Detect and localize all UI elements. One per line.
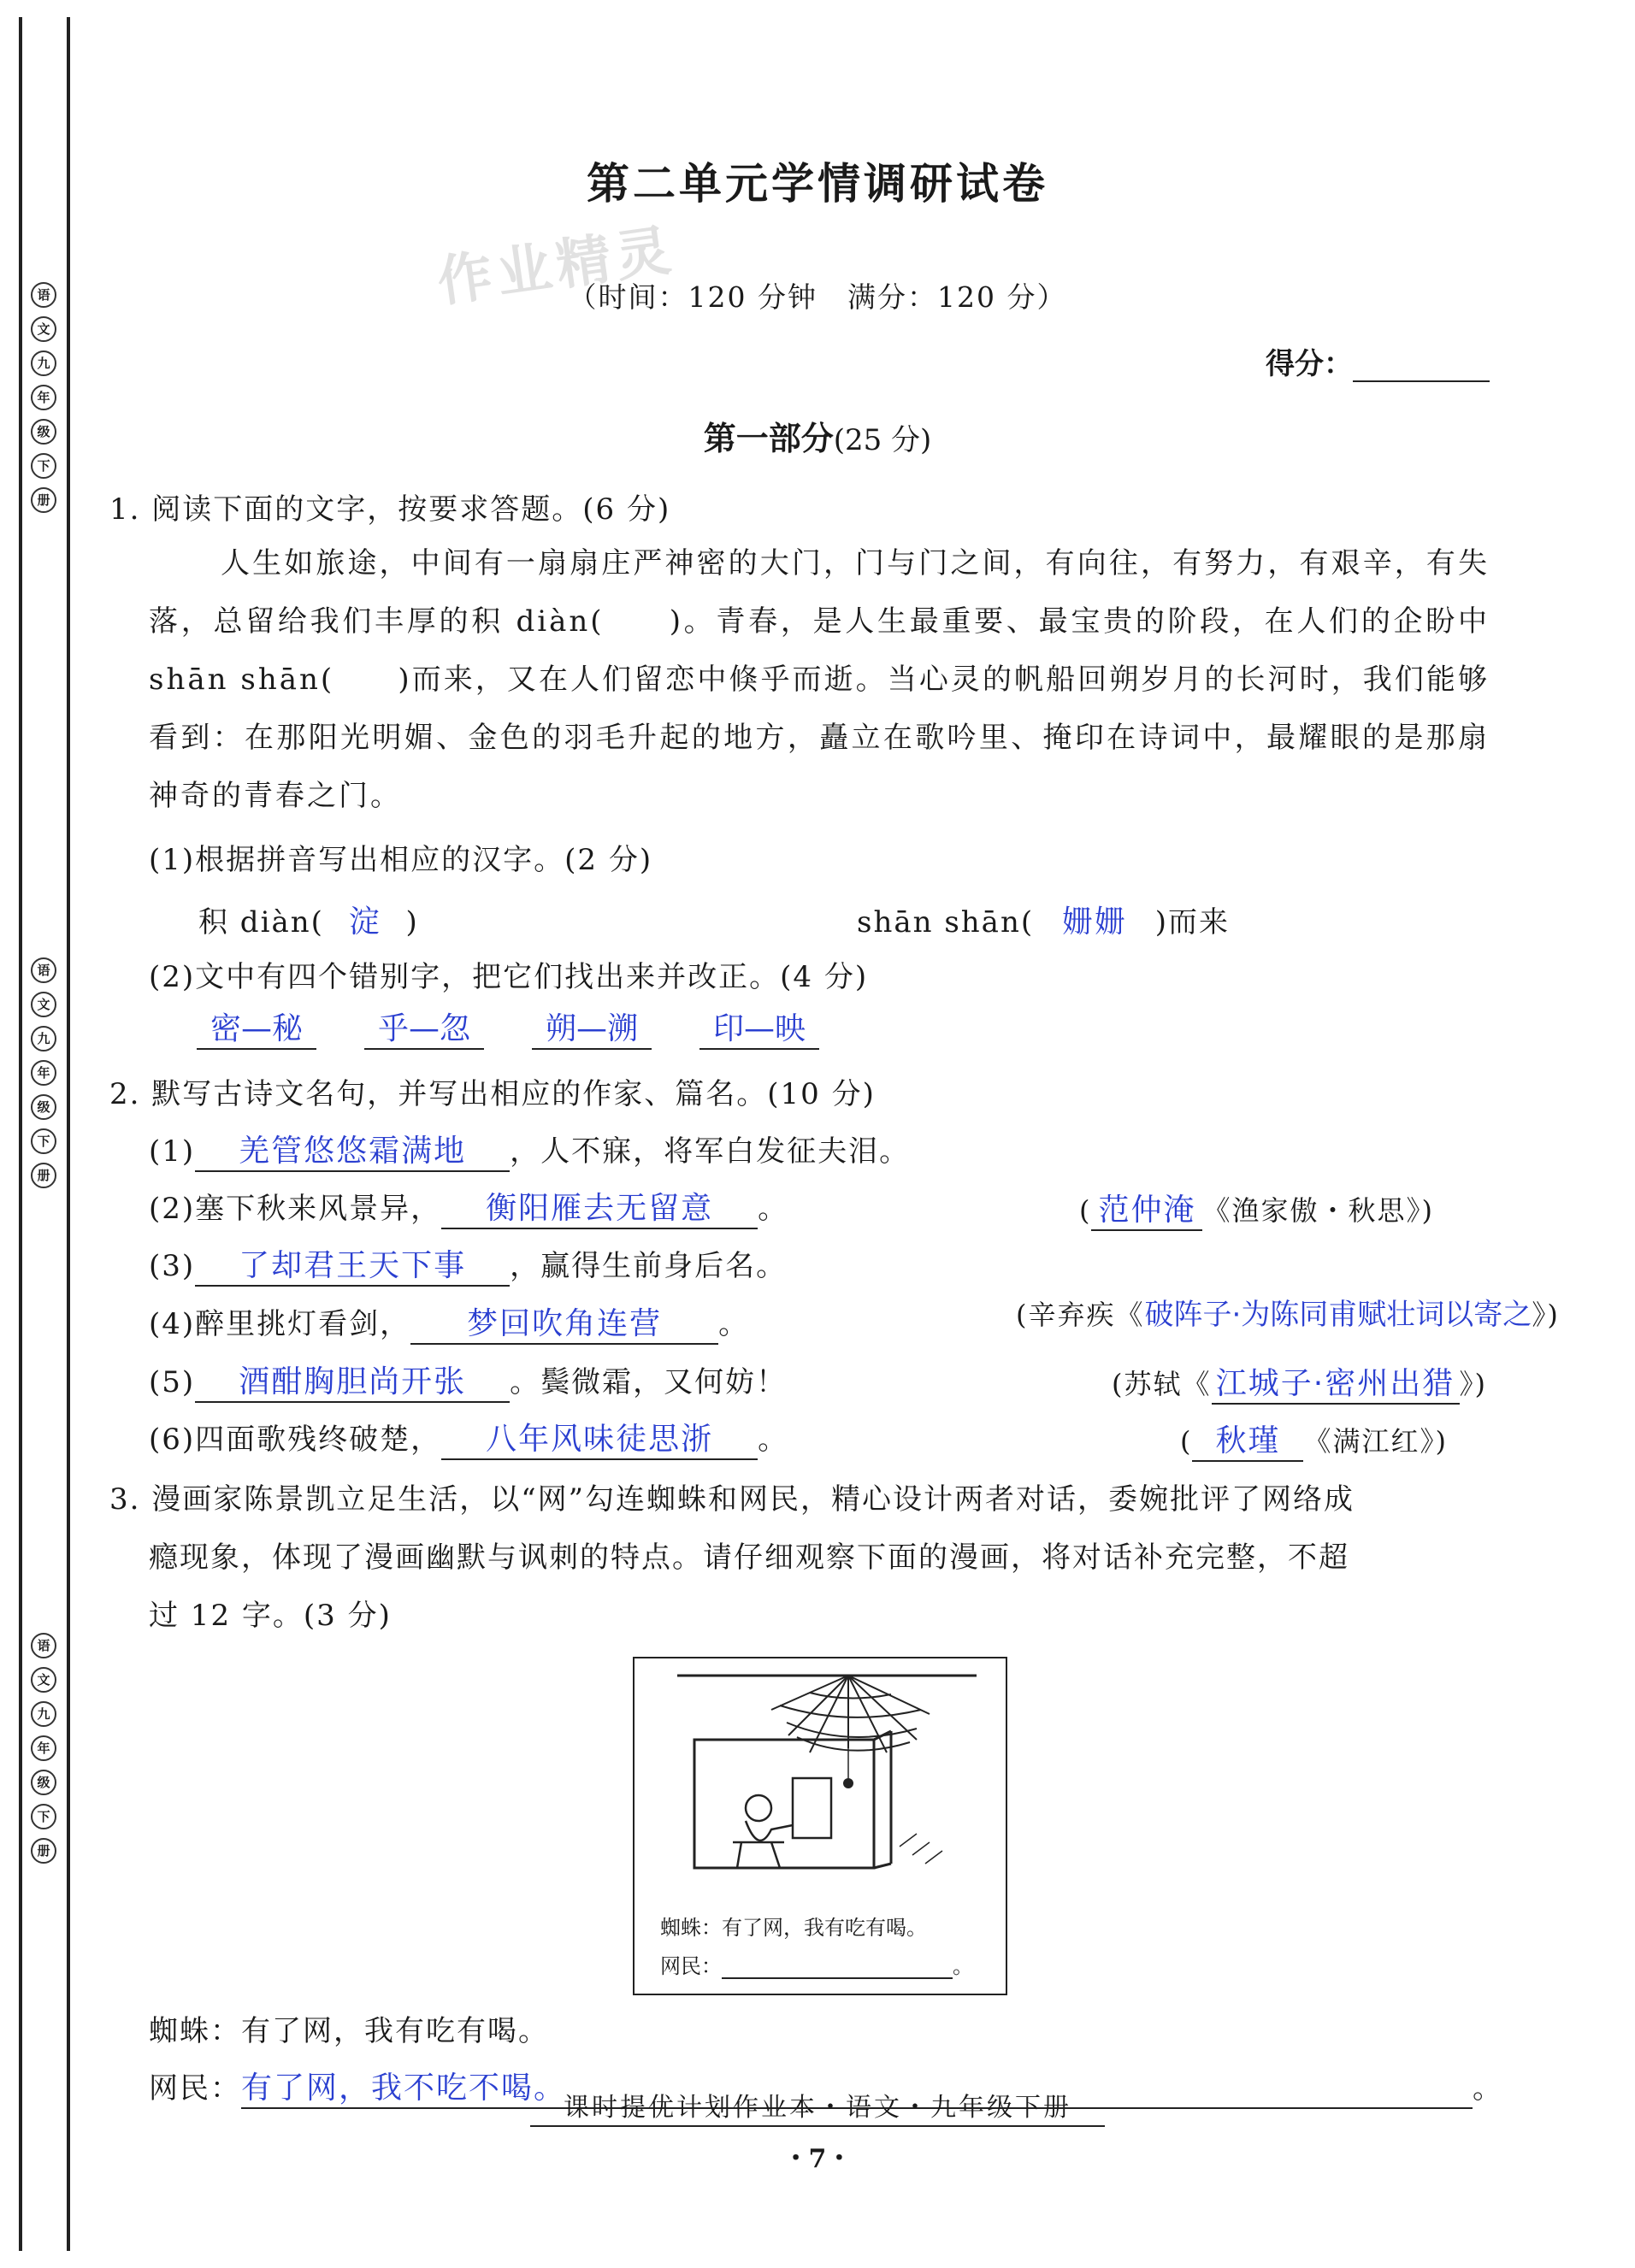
binding-char: 册 xyxy=(31,487,56,513)
binding-char: 九 xyxy=(31,1701,56,1727)
cartoon-blank xyxy=(722,1959,953,1979)
q2-item-5-answer[interactable]: 酒酣胸胆尚开张 xyxy=(195,1358,510,1403)
q2-item-num: (3) xyxy=(149,1249,196,1283)
score-label: 得分： xyxy=(1266,347,1353,381)
q2-item-text: 。 xyxy=(758,1423,789,1457)
q1-sub1-a-suffix: ) xyxy=(405,905,419,940)
binding-char: 册 xyxy=(31,1838,56,1864)
source-text: 》) xyxy=(1532,1299,1560,1331)
binding-char: 年 xyxy=(31,385,56,410)
q2-item-2-author[interactable]: 范仲淹 xyxy=(1091,1186,1202,1231)
part-heading xyxy=(0,412,1635,459)
binding-label-top xyxy=(31,282,60,513)
q2-item-text: 塞下秋来风景异， xyxy=(195,1192,442,1226)
q3-netizen-label: 网民： xyxy=(149,2071,241,2106)
q2-item-1-answer[interactable]: 羌管悠悠霜满地 xyxy=(195,1127,510,1172)
q1-sub1-answer-a xyxy=(198,898,419,941)
q2-item-text: 。 xyxy=(758,1192,789,1226)
q2-stem: 2. 默写古诗文名句，并写出相应的作家、篇名。(10 分) xyxy=(109,1077,876,1111)
q2-item-6 xyxy=(149,1415,788,1460)
q2-item-1 xyxy=(149,1127,910,1172)
footer-book-title: 课时提优计划作业本・语文・九年级下册 xyxy=(564,2093,1071,2123)
q2-item-num: (6) xyxy=(149,1423,196,1457)
q2-item-text: 醉里挑灯看剑， xyxy=(195,1307,411,1341)
footer-divider xyxy=(530,2125,1105,2127)
exam-info: （时间：120 分钟 满分：120 分） xyxy=(568,280,1067,314)
computer-icon xyxy=(793,1778,831,1838)
binding-char: 年 xyxy=(31,1735,56,1761)
source-text: (辛弃疾《 xyxy=(1016,1299,1145,1331)
binding-char: 九 xyxy=(31,351,56,376)
binding-char: 年 xyxy=(31,1060,56,1086)
watermark: 作业精灵 xyxy=(434,218,680,315)
binding-char: 册 xyxy=(31,1163,56,1188)
q2-item-4-title[interactable]: 破阵子·为陈同甫赋壮词以寄之 xyxy=(1144,1298,1532,1332)
q1-passage: 人生如旅途，中间有一扇扇庄严神密的大门，门与门之间，有向往，有努力，有艰辛，有失落，总留给我们丰厚的积 diàn( )。青春，是人生最重要、最宝贵的阶段，在人们的企盼中 shān shān( )而来，又在人们留恋中倏乎而逝。当心灵的帆船回朔岁月的长河时，我们能够看到：在那阳光明媚、金色的羽毛升起的地方，矗立在歌吟里、掩印在诗词中，最耀眼的是那扇神奇的青春之门。 xyxy=(149,546,1490,813)
part-title: 第一部分 xyxy=(703,419,834,457)
q1-corrections xyxy=(197,1004,819,1050)
q2-item-4-source xyxy=(1016,1291,1560,1333)
score-blank[interactable] xyxy=(1353,351,1490,382)
correction-4[interactable]: 印—映 xyxy=(699,1004,819,1050)
source-text: 《渔家傲・秋思》) xyxy=(1202,1194,1434,1227)
q1-sub1-a-answer[interactable]: 淀 xyxy=(348,904,381,940)
q2-item-num: (4) xyxy=(149,1307,196,1341)
q1-sub1-answer-b xyxy=(857,898,1230,941)
source-text: 《满江红》) xyxy=(1303,1425,1448,1458)
q2-item-5-title[interactable]: 江城子·密州出猎 xyxy=(1212,1359,1460,1405)
q3-netizen-end: 。 xyxy=(1473,2071,1503,2106)
q2-item-text: 四面歌残终破楚， xyxy=(195,1423,442,1457)
q2-item-5 xyxy=(149,1358,787,1403)
page-title: 第二单元学情调研试卷 xyxy=(587,158,1048,209)
q2-item-text: 。 xyxy=(718,1307,750,1341)
binding-char: 语 xyxy=(31,1633,56,1658)
q3-netizen-answer[interactable]: 有了网，我不吃不喝。 xyxy=(241,2064,1473,2109)
q2-item-3-answer[interactable]: 了却君王天下事 xyxy=(195,1241,510,1287)
q1-sub2-stem: (2)文中有四个错别字，把它们找出来并改正。(4 分) xyxy=(149,960,869,994)
spider-icon xyxy=(843,1778,853,1788)
binding-char: 文 xyxy=(31,1667,56,1693)
q2-item-6-answer[interactable]: 八年风味徒思浙 xyxy=(441,1415,758,1460)
cartoon-caption-netizen xyxy=(660,1949,973,1979)
q2-item-num: (1) xyxy=(149,1134,196,1169)
q2-item-6-author[interactable]: 秋瑾 xyxy=(1192,1417,1303,1462)
binding-char: 级 xyxy=(31,1094,56,1120)
binding-char: 下 xyxy=(31,1128,56,1154)
binding-char: 文 xyxy=(31,316,56,342)
q2-item-text: ，人不寐，将军白发征夫泪。 xyxy=(510,1134,911,1169)
q1-sub1-b-prefix: shān shān( xyxy=(857,905,1035,940)
q2-item-2-answer[interactable]: 衡阳雁去无留意 xyxy=(441,1184,758,1229)
binding-char: 级 xyxy=(31,1770,56,1795)
q3-spider-line: 蜘蛛：有了网，我有吃有喝。 xyxy=(149,2014,549,2048)
page-number: ・7・ xyxy=(782,2144,853,2174)
q2-item-text: ，赢得生前身后名。 xyxy=(510,1249,788,1283)
source-text: 》) xyxy=(1459,1368,1487,1400)
cartoon-netizen-label: 网民： xyxy=(660,1954,722,1978)
cartoon-end: 。 xyxy=(953,1954,973,1978)
q1-stem: 1. 阅读下面的文字，按要求答题。(6 分) xyxy=(109,492,671,527)
q2-item-num: (5) xyxy=(149,1365,196,1399)
source-text: (苏轼《 xyxy=(1112,1368,1212,1400)
correction-3[interactable]: 朔—溯 xyxy=(532,1004,652,1050)
margin-line-inner xyxy=(67,17,70,2251)
margin-line-outer xyxy=(19,17,22,2251)
q2-item-6-source xyxy=(1180,1417,1448,1462)
binding-label-middle xyxy=(31,957,60,1188)
binding-char: 下 xyxy=(31,453,56,479)
binding-char: 文 xyxy=(31,992,56,1017)
q1-sub1-a-prefix: 积 diàn( xyxy=(198,905,324,940)
q2-item-text: 。鬓微霜，又何妨！ xyxy=(510,1365,788,1399)
binding-char: 语 xyxy=(31,957,56,983)
q3-stem-line3: 过 12 字。(3 分) xyxy=(149,1599,392,1633)
person-icon xyxy=(746,1795,771,1821)
q2-item-2 xyxy=(149,1184,788,1229)
correction-2[interactable]: 乎—忽 xyxy=(364,1004,484,1050)
q2-item-num: (2) xyxy=(149,1192,196,1226)
cartoon-illustration-icon xyxy=(635,1658,1006,1872)
cartoon-caption-spider: 蜘蛛：有了网，我有吃有喝。 xyxy=(660,1916,927,1940)
q3-stem-line1: 3. 漫画家陈景凯立足生活，以“网”勾连蜘蛛和网民，精心设计两者对话，委婉批评了网络成 xyxy=(109,1482,1355,1517)
score-field xyxy=(1266,340,1490,382)
binding-char: 下 xyxy=(31,1804,56,1829)
binding-char: 九 xyxy=(31,1026,56,1052)
source-text: ( xyxy=(1079,1194,1092,1227)
binding-label-bottom xyxy=(31,1633,60,1864)
part-points: (25 分) xyxy=(833,423,932,457)
source-text: ( xyxy=(1180,1425,1193,1458)
q2-item-4 xyxy=(149,1299,749,1345)
binding-char: 语 xyxy=(31,282,56,308)
q1-sub1-b-answer[interactable]: 姗姗 xyxy=(1061,904,1127,940)
q2-item-3 xyxy=(149,1241,787,1287)
q2-item-4-answer[interactable]: 梦回吹角连营 xyxy=(410,1299,718,1345)
q1-sub1-stem: (1)根据拼音写出相应的汉字。(2 分) xyxy=(149,843,653,877)
q2-item-5-source xyxy=(1112,1359,1487,1405)
cartoon-figure xyxy=(633,1657,1007,1995)
correction-1[interactable]: 密—秘 xyxy=(197,1004,316,1050)
binding-char: 级 xyxy=(31,419,56,445)
q1-sub1-b-suffix: )而来 xyxy=(1154,905,1231,940)
q3-stem-line2: 瘾现象，体现了漫画幽默与讽刺的特点。请仔细观察下面的漫画，将对话补充完整，不超 xyxy=(149,1540,1349,1575)
q2-item-2-source xyxy=(1079,1186,1434,1231)
